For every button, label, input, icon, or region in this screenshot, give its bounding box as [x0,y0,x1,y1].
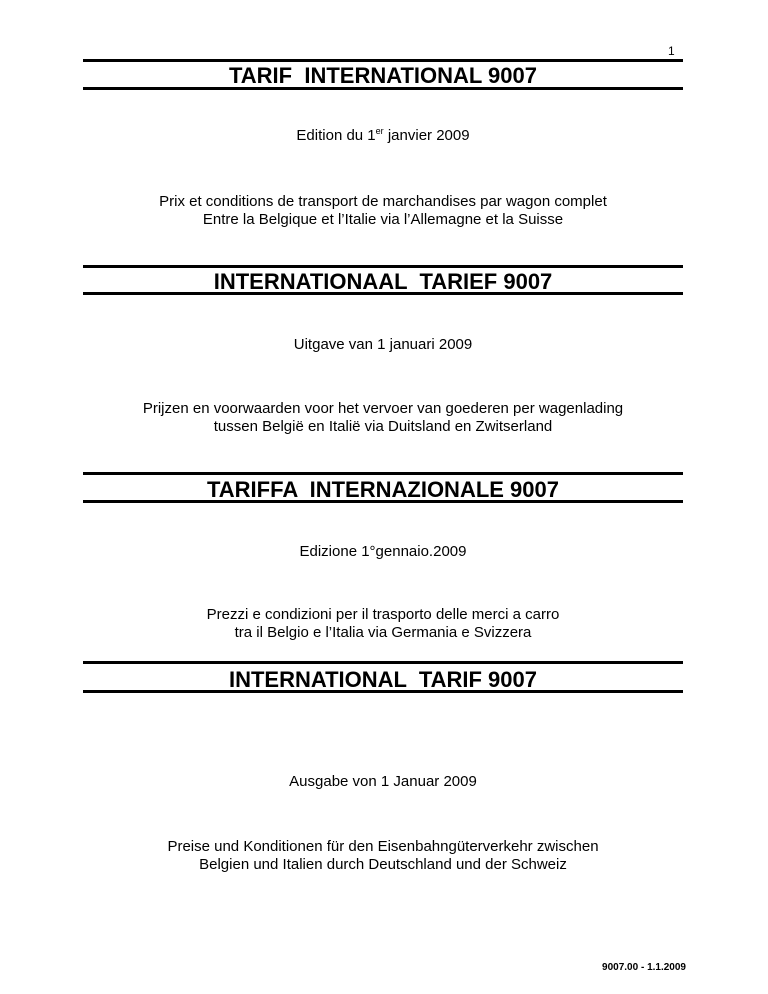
document-reference: 9007.00 - 1.1.2009 [602,962,686,973]
section-de-desc-line: Belgien und Italien durch Deutschland und der Schweiz [199,856,567,873]
section-fr-description [83,193,683,229]
section-de-edition: Ausgabe von 1 Januar 2009 [289,773,477,790]
section-nl-top-rule [83,265,683,268]
section-it-desc-line: tra il Belgio e l’Italia via Germania e Svizzera [234,624,532,641]
section-fr-top-rule [83,59,683,62]
section-it-desc-line: Prezzi e condizioni per il trasporto delle merci a carro [206,606,560,623]
section-de-top-rule [83,661,683,664]
section-fr-desc-line: Prix et conditions de transport de marchandises par wagon complet [159,193,607,210]
section-nl-edition: Uitgave van 1 januari 2009 [293,336,473,353]
section-fr-bottom-rule [83,87,683,90]
section-it-top-rule [83,472,683,475]
section-it-description [83,606,683,642]
section-nl-bottom-rule [83,292,683,295]
section-fr-edition-suffix: janvier 2009 [383,127,470,144]
section-it-edition: Edizione 1°gennaio.2009 [299,543,467,560]
section-de-desc-line: Preise und Konditionen für den Eisenbahngüterverkehr zwischen [167,838,599,855]
section-nl-desc-line: tussen België en Italië via Duitsland en Zwitserland [213,418,553,435]
section-it-heading: TARIFFA INTERNAZIONALE 9007 [206,477,560,502]
section-de-bottom-rule [83,690,683,693]
section-fr-edition [83,127,683,145]
section-nl-heading: INTERNATIONAAL TARIEF 9007 [213,269,553,294]
section-de-description [83,838,683,874]
section-fr-edition-prefix: Edition du 1 [296,127,376,144]
page-number: 1 [668,44,675,58]
section-fr-desc-line: Entre la Belgique et l’Italie via l’Allemagne et la Suisse [202,211,564,228]
section-nl-description [83,400,683,436]
section-de-heading: INTERNATIONAL TARIF 9007 [228,667,538,692]
section-it-bottom-rule [83,500,683,503]
section-nl-desc-line: Prijzen en voorwaarden voor het vervoer van goederen per wagenlading [142,400,624,417]
section-fr-heading: TARIF INTERNATIONAL 9007 [228,63,538,88]
section-fr-edition-sup: er [375,126,384,136]
